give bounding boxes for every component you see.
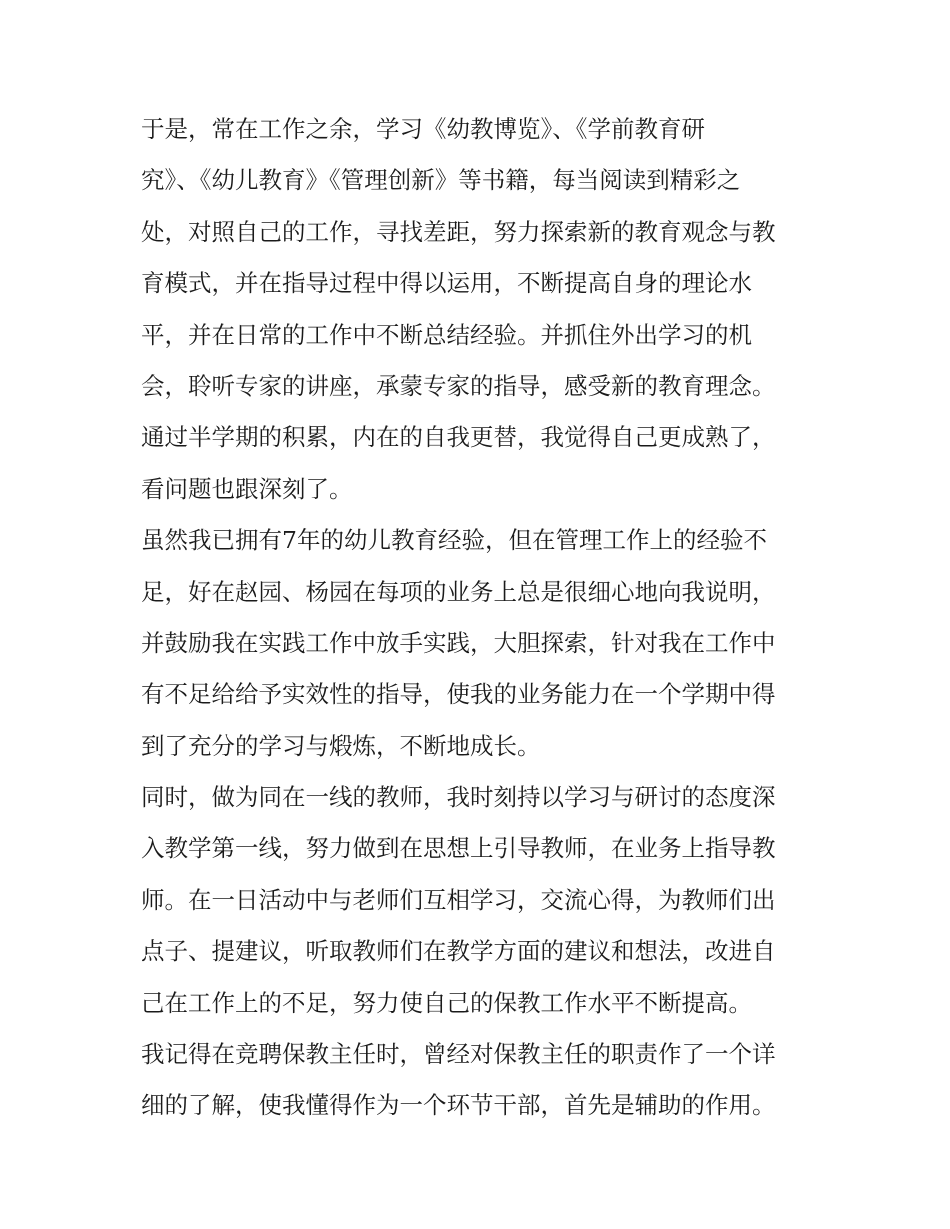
text-line: 虽然我已拥有7年的幼儿教育经验，但在管理工作上的经验不 xyxy=(141,526,767,555)
text-line: 入教学第一线，努力做到在思想上引导教师，在业务上指导教 xyxy=(141,834,776,863)
text-line: 有不足给给予实效性的指导，使我的业务能力在一个学期中得 xyxy=(141,680,776,709)
text-line: 到了充分的学习与煅炼，不断地成长。 xyxy=(141,731,541,760)
text-line: 并鼓励我在实践工作中放手实践，大胆探索，针对我在工作中 xyxy=(141,628,776,657)
text-line: 己在工作上的不足，努力使自己的保教工作水平不断提高。 xyxy=(141,988,752,1017)
text-line: 平，并在日常的工作中不断总结经验。并抓住外出学习的机 xyxy=(141,320,752,349)
text-line: 我记得在竞聘保教主任时，曾经对保教主任的职责作了一个详 xyxy=(141,1040,776,1069)
text-line: 处，对照自己的工作，寻找差距，努力探索新的教育观念与教 xyxy=(141,217,776,246)
text-line: 足，好在赵园、杨园在每项的业务上总是很细心地向我说明， xyxy=(141,577,776,606)
text-line: 细的了解，使我懂得作为一个环节干部，首先是辅助的作用。 xyxy=(141,1091,776,1120)
document-body xyxy=(141,104,821,1132)
text-line: 育模式，并在指导过程中得以运用，不断提高自身的理论水 xyxy=(141,269,752,298)
text-line: 师。在一日活动中与老师们互相学习，交流心得，为教师们出 xyxy=(141,885,776,914)
text-line: 同时，做为同在一线的教师，我时刻持以学习与研讨的态度深 xyxy=(141,783,776,812)
text-line: 究》、《幼儿教育》《管理创新》等书籍，每当阅读到精彩之 xyxy=(141,166,741,195)
text-line: 看问题也跟深刻了。 xyxy=(141,474,353,503)
text-line: 点子、提建议，听取教师们在教学方面的建议和想法，改进自 xyxy=(141,937,776,966)
text-line: 通过半学期的积累，内在的自我更替，我觉得自己更成熟了， xyxy=(141,423,776,452)
text-line: 于是，常在工作之余，学习《幼教博览》、《学前教育研 xyxy=(141,115,705,143)
text-line: 会，聆听专家的讲座，承蒙专家的指导，感受新的教育理念。 xyxy=(141,371,776,400)
